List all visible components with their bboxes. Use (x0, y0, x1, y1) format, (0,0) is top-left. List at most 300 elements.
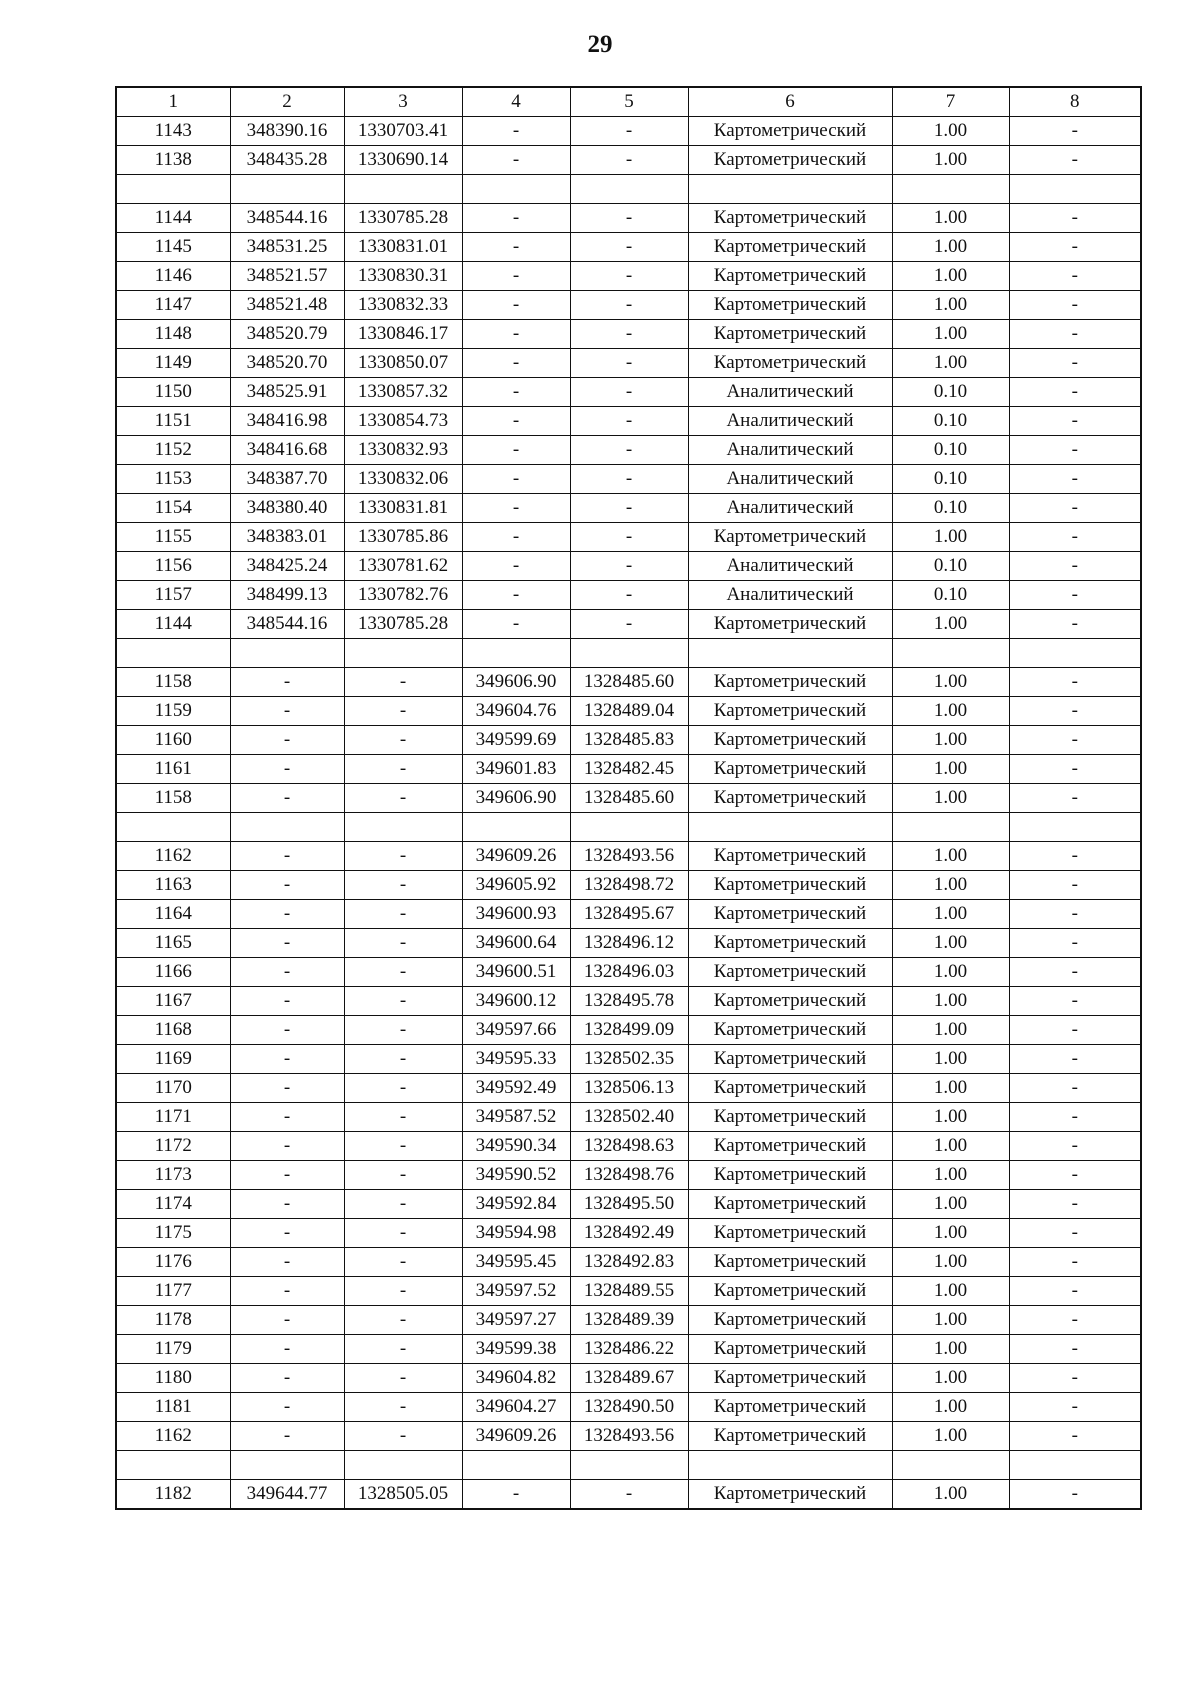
table-row (116, 1306, 1141, 1335)
cell-x-coord-1: 348544.16 (230, 610, 344, 639)
cell-accuracy: 1.00 (892, 726, 1009, 755)
table-row (116, 262, 1141, 291)
cell-note: - (1009, 610, 1141, 639)
cell-point-number: 1158 (116, 784, 230, 813)
cell-x-coord-2: - (462, 581, 570, 610)
cell-y-coord-2: 1328490.50 (570, 1393, 688, 1422)
cell-x-coord-1: - (230, 1190, 344, 1219)
cell-y-coord-1: - (344, 668, 462, 697)
cell-note: - (1009, 1277, 1141, 1306)
cell-method: Картометрический (688, 1422, 892, 1451)
cell-note: - (1009, 1103, 1141, 1132)
cell-x-coord-2: 349595.33 (462, 1045, 570, 1074)
cell-accuracy: 1.00 (892, 262, 1009, 291)
cell-note: - (1009, 1074, 1141, 1103)
table-row (116, 610, 1141, 639)
cell-point-number: 1164 (116, 900, 230, 929)
cell-note: - (1009, 204, 1141, 233)
cell-accuracy: 1.00 (892, 1393, 1009, 1422)
cell-x-coord-1: - (230, 1016, 344, 1045)
cell-note (1009, 813, 1141, 842)
cell-note: - (1009, 291, 1141, 320)
cell-y-coord-1: 1328505.05 (344, 1480, 462, 1510)
coordinates-table (115, 86, 1142, 1510)
cell-y-coord-2: 1328498.76 (570, 1161, 688, 1190)
table-row (116, 581, 1141, 610)
cell-note: - (1009, 1306, 1141, 1335)
cell-point-number: 1150 (116, 378, 230, 407)
cell-x-coord-1: 348383.01 (230, 523, 344, 552)
cell-point-number (116, 1451, 230, 1480)
cell-x-coord-1: 348520.70 (230, 349, 344, 378)
cell-method: Картометрический (688, 871, 892, 900)
cell-x-coord-2: - (462, 349, 570, 378)
cell-point-number: 1176 (116, 1248, 230, 1277)
cell-accuracy: 0.10 (892, 581, 1009, 610)
cell-method: Картометрический (688, 987, 892, 1016)
cell-x-coord-2: 349600.93 (462, 900, 570, 929)
cell-y-coord-2: 1328486.22 (570, 1335, 688, 1364)
table-header-row (116, 87, 1141, 117)
cell-accuracy: 0.10 (892, 494, 1009, 523)
cell-y-coord-1: 1330857.32 (344, 378, 462, 407)
cell-point-number: 1152 (116, 436, 230, 465)
cell-x-coord-2: - (462, 465, 570, 494)
cell-method: Картометрический (688, 1219, 892, 1248)
cell-note: - (1009, 1161, 1141, 1190)
cell-note: - (1009, 1422, 1141, 1451)
cell-accuracy (892, 639, 1009, 668)
cell-x-coord-1: - (230, 726, 344, 755)
cell-y-coord-1: 1330832.06 (344, 465, 462, 494)
cell-point-number: 1173 (116, 1161, 230, 1190)
cell-x-coord-1 (230, 639, 344, 668)
cell-accuracy: 1.00 (892, 1480, 1009, 1510)
cell-x-coord-1: 348521.48 (230, 291, 344, 320)
cell-point-number: 1158 (116, 668, 230, 697)
cell-point-number (116, 639, 230, 668)
cell-x-coord-2 (462, 813, 570, 842)
cell-y-coord-2 (570, 175, 688, 204)
cell-method (688, 1451, 892, 1480)
cell-method: Аналитический (688, 494, 892, 523)
cell-method: Картометрический (688, 1364, 892, 1393)
cell-x-coord-2: - (462, 233, 570, 262)
cell-method: Картометрический (688, 1161, 892, 1190)
cell-accuracy: 1.00 (892, 291, 1009, 320)
cell-point-number: 1165 (116, 929, 230, 958)
cell-x-coord-2: - (462, 320, 570, 349)
cell-x-coord-1: 348544.16 (230, 204, 344, 233)
table-row (116, 523, 1141, 552)
cell-point-number: 1145 (116, 233, 230, 262)
cell-x-coord-1: 348380.40 (230, 494, 344, 523)
cell-accuracy: 0.10 (892, 436, 1009, 465)
table-row (116, 1364, 1141, 1393)
cell-y-coord-1: - (344, 697, 462, 726)
cell-y-coord-2 (570, 1451, 688, 1480)
cell-y-coord-2: 1328498.72 (570, 871, 688, 900)
cell-y-coord-1 (344, 639, 462, 668)
cell-accuracy: 1.00 (892, 929, 1009, 958)
cell-note: - (1009, 465, 1141, 494)
table-body (116, 87, 1141, 1509)
cell-y-coord-1: - (344, 755, 462, 784)
cell-note: - (1009, 262, 1141, 291)
cell-accuracy: 1.00 (892, 697, 1009, 726)
cell-point-number: 1167 (116, 987, 230, 1016)
cell-y-coord-2: - (570, 407, 688, 436)
cell-y-coord-1: 1330782.76 (344, 581, 462, 610)
cell-y-coord-2 (570, 639, 688, 668)
cell-y-coord-1: - (344, 958, 462, 987)
cell-y-coord-2: 1328499.09 (570, 1016, 688, 1045)
table-row (116, 1480, 1141, 1510)
cell-x-coord-2: 349604.27 (462, 1393, 570, 1422)
page-number: 29 (587, 31, 613, 58)
cell-note (1009, 175, 1141, 204)
table-row (116, 1074, 1141, 1103)
column-header: 1 (116, 87, 230, 117)
cell-y-coord-1: - (344, 1364, 462, 1393)
cell-method: Картометрический (688, 233, 892, 262)
cell-y-coord-1: - (344, 1248, 462, 1277)
cell-x-coord-1: 348435.28 (230, 146, 344, 175)
cell-x-coord-1: - (230, 1132, 344, 1161)
cell-y-coord-2: 1328506.13 (570, 1074, 688, 1103)
table-row (116, 204, 1141, 233)
cell-x-coord-2: - (462, 552, 570, 581)
cell-point-number: 1160 (116, 726, 230, 755)
cell-y-coord-2: 1328502.35 (570, 1045, 688, 1074)
table-row (116, 1422, 1141, 1451)
cell-x-coord-2: 349590.52 (462, 1161, 570, 1190)
cell-x-coord-1: - (230, 1248, 344, 1277)
cell-x-coord-2: - (462, 407, 570, 436)
cell-y-coord-2: - (570, 117, 688, 146)
column-header: 5 (570, 87, 688, 117)
cell-point-number: 1179 (116, 1335, 230, 1364)
cell-y-coord-2: 1328492.83 (570, 1248, 688, 1277)
cell-y-coord-1: 1330831.81 (344, 494, 462, 523)
cell-y-coord-2: 1328498.63 (570, 1132, 688, 1161)
cell-x-coord-2: - (462, 1480, 570, 1510)
cell-method: Картометрический (688, 697, 892, 726)
cell-x-coord-1: - (230, 697, 344, 726)
cell-note: - (1009, 494, 1141, 523)
cell-x-coord-2: 349587.52 (462, 1103, 570, 1132)
cell-method: Аналитический (688, 378, 892, 407)
table-row (116, 697, 1141, 726)
cell-method: Картометрический (688, 1103, 892, 1132)
cell-method: Картометрический (688, 929, 892, 958)
table-row (116, 1103, 1141, 1132)
table-row (116, 1132, 1141, 1161)
cell-note: - (1009, 726, 1141, 755)
cell-x-coord-1: 348499.13 (230, 581, 344, 610)
cell-method: Картометрический (688, 1248, 892, 1277)
cell-point-number: 1172 (116, 1132, 230, 1161)
cell-y-coord-2: - (570, 465, 688, 494)
cell-y-coord-1: 1330690.14 (344, 146, 462, 175)
table-separator-row (116, 813, 1141, 842)
cell-x-coord-1: - (230, 755, 344, 784)
cell-y-coord-2: 1328489.04 (570, 697, 688, 726)
table-row (116, 726, 1141, 755)
table-row (116, 1277, 1141, 1306)
cell-x-coord-1: 348387.70 (230, 465, 344, 494)
cell-y-coord-2: - (570, 262, 688, 291)
cell-note: - (1009, 1219, 1141, 1248)
cell-method: Картометрический (688, 726, 892, 755)
cell-method: Аналитический (688, 552, 892, 581)
cell-y-coord-2: - (570, 494, 688, 523)
cell-point-number: 1171 (116, 1103, 230, 1132)
cell-x-coord-1: - (230, 1219, 344, 1248)
table-row (116, 668, 1141, 697)
cell-x-coord-1: - (230, 1161, 344, 1190)
cell-accuracy: 1.00 (892, 117, 1009, 146)
cell-x-coord-1: 348416.98 (230, 407, 344, 436)
cell-accuracy: 1.00 (892, 784, 1009, 813)
cell-x-coord-2: 349600.12 (462, 987, 570, 1016)
cell-note: - (1009, 755, 1141, 784)
cell-y-coord-2: 1328485.60 (570, 668, 688, 697)
cell-point-number: 1161 (116, 755, 230, 784)
cell-note: - (1009, 1045, 1141, 1074)
cell-x-coord-2: 349605.92 (462, 871, 570, 900)
cell-x-coord-1: - (230, 784, 344, 813)
cell-point-number: 1144 (116, 610, 230, 639)
column-header: 3 (344, 87, 462, 117)
cell-y-coord-1: 1330832.33 (344, 291, 462, 320)
cell-x-coord-2: - (462, 436, 570, 465)
cell-x-coord-2 (462, 1451, 570, 1480)
table-row (116, 871, 1141, 900)
cell-y-coord-2: - (570, 581, 688, 610)
cell-point-number: 1181 (116, 1393, 230, 1422)
cell-note: - (1009, 1335, 1141, 1364)
table-row (116, 1190, 1141, 1219)
cell-method: Аналитический (688, 436, 892, 465)
cell-x-coord-1: 348520.79 (230, 320, 344, 349)
cell-y-coord-2: - (570, 204, 688, 233)
cell-method: Картометрический (688, 117, 892, 146)
cell-x-coord-2 (462, 175, 570, 204)
cell-point-number: 1153 (116, 465, 230, 494)
cell-note: - (1009, 1480, 1141, 1510)
cell-accuracy: 0.10 (892, 465, 1009, 494)
cell-y-coord-2: 1328485.83 (570, 726, 688, 755)
cell-point-number: 1156 (116, 552, 230, 581)
cell-y-coord-1: - (344, 784, 462, 813)
cell-accuracy: 1.00 (892, 1045, 1009, 1074)
cell-accuracy: 1.00 (892, 1132, 1009, 1161)
table-row (116, 465, 1141, 494)
cell-method: Картометрический (688, 1132, 892, 1161)
cell-y-coord-2: - (570, 1480, 688, 1510)
cell-x-coord-2: 349600.51 (462, 958, 570, 987)
cell-accuracy: 0.10 (892, 552, 1009, 581)
cell-x-coord-2: 349597.52 (462, 1277, 570, 1306)
cell-point-number: 1169 (116, 1045, 230, 1074)
cell-x-coord-2: 349599.69 (462, 726, 570, 755)
cell-point-number: 1147 (116, 291, 230, 320)
cell-accuracy (892, 1451, 1009, 1480)
cell-y-coord-1: - (344, 871, 462, 900)
cell-y-coord-1: 1330781.62 (344, 552, 462, 581)
cell-y-coord-2: 1328496.03 (570, 958, 688, 987)
cell-x-coord-2: 349597.66 (462, 1016, 570, 1045)
cell-x-coord-1: 348525.91 (230, 378, 344, 407)
cell-note: - (1009, 349, 1141, 378)
cell-method: Аналитический (688, 465, 892, 494)
cell-point-number: 1178 (116, 1306, 230, 1335)
cell-x-coord-2: 349600.64 (462, 929, 570, 958)
cell-method: Картометрический (688, 262, 892, 291)
table-row (116, 552, 1141, 581)
cell-point-number: 1166 (116, 958, 230, 987)
cell-accuracy: 1.00 (892, 1364, 1009, 1393)
cell-y-coord-1: 1330830.31 (344, 262, 462, 291)
cell-note: - (1009, 378, 1141, 407)
cell-y-coord-2: 1328485.60 (570, 784, 688, 813)
cell-point-number: 1168 (116, 1016, 230, 1045)
cell-point-number: 1174 (116, 1190, 230, 1219)
cell-method: Картометрический (688, 320, 892, 349)
cell-point-number: 1162 (116, 1422, 230, 1451)
table-row (116, 494, 1141, 523)
cell-y-coord-1: - (344, 987, 462, 1016)
cell-x-coord-2 (462, 639, 570, 668)
cell-y-coord-1: 1330854.73 (344, 407, 462, 436)
cell-y-coord-2: 1328493.56 (570, 1422, 688, 1451)
table-row (116, 320, 1141, 349)
cell-accuracy: 1.00 (892, 958, 1009, 987)
table-separator-row (116, 639, 1141, 668)
cell-y-coord-1: - (344, 1103, 462, 1132)
cell-point-number: 1151 (116, 407, 230, 436)
cell-point-number: 1175 (116, 1219, 230, 1248)
cell-y-coord-2: - (570, 349, 688, 378)
cell-y-coord-2: 1328482.45 (570, 755, 688, 784)
cell-y-coord-1: - (344, 1422, 462, 1451)
table-row (116, 436, 1141, 465)
table-row (116, 755, 1141, 784)
cell-accuracy: 1.00 (892, 871, 1009, 900)
cell-point-number: 1163 (116, 871, 230, 900)
cell-x-coord-1: - (230, 1364, 344, 1393)
cell-method: Аналитический (688, 581, 892, 610)
cell-method: Картометрический (688, 523, 892, 552)
cell-point-number: 1162 (116, 842, 230, 871)
cell-x-coord-2: 349590.34 (462, 1132, 570, 1161)
cell-x-coord-2: 349609.26 (462, 842, 570, 871)
cell-note: - (1009, 929, 1141, 958)
cell-x-coord-1: - (230, 1045, 344, 1074)
cell-method: Картометрический (688, 958, 892, 987)
table-row (116, 291, 1141, 320)
cell-y-coord-2: 1328489.67 (570, 1364, 688, 1393)
cell-y-coord-1: - (344, 1393, 462, 1422)
table-row (116, 1393, 1141, 1422)
cell-x-coord-1: 348425.24 (230, 552, 344, 581)
cell-note (1009, 1451, 1141, 1480)
table-row (116, 1161, 1141, 1190)
cell-y-coord-1: - (344, 1161, 462, 1190)
cell-method: Картометрический (688, 1335, 892, 1364)
cell-x-coord-2: 349606.90 (462, 784, 570, 813)
cell-note: - (1009, 146, 1141, 175)
cell-y-coord-1: - (344, 1219, 462, 1248)
cell-point-number: 1159 (116, 697, 230, 726)
cell-note: - (1009, 523, 1141, 552)
cell-x-coord-2: - (462, 378, 570, 407)
cell-x-coord-1: - (230, 958, 344, 987)
cell-point-number: 1182 (116, 1480, 230, 1510)
cell-method (688, 639, 892, 668)
cell-accuracy: 1.00 (892, 1422, 1009, 1451)
cell-point-number: 1155 (116, 523, 230, 552)
cell-y-coord-2: - (570, 436, 688, 465)
cell-accuracy (892, 813, 1009, 842)
cell-accuracy: 1.00 (892, 1074, 1009, 1103)
cell-note: - (1009, 697, 1141, 726)
cell-method: Картометрический (688, 784, 892, 813)
cell-note: - (1009, 987, 1141, 1016)
cell-accuracy: 1.00 (892, 349, 1009, 378)
cell-x-coord-2: 349592.84 (462, 1190, 570, 1219)
cell-y-coord-2: - (570, 146, 688, 175)
cell-method: Картометрический (688, 1045, 892, 1074)
cell-method: Картометрический (688, 900, 892, 929)
cell-y-coord-2: - (570, 610, 688, 639)
cell-y-coord-1 (344, 1451, 462, 1480)
cell-x-coord-1: 348531.25 (230, 233, 344, 262)
cell-accuracy: 1.00 (892, 1103, 1009, 1132)
cell-note: - (1009, 233, 1141, 262)
cell-accuracy: 1.00 (892, 1335, 1009, 1364)
table-row (116, 146, 1141, 175)
cell-method: Картометрический (688, 1277, 892, 1306)
cell-accuracy: 1.00 (892, 610, 1009, 639)
cell-method (688, 813, 892, 842)
cell-method: Картометрический (688, 349, 892, 378)
cell-point-number: 1154 (116, 494, 230, 523)
cell-accuracy: 1.00 (892, 1016, 1009, 1045)
cell-y-coord-2: 1328496.12 (570, 929, 688, 958)
cell-y-coord-2: - (570, 291, 688, 320)
cell-method: Картометрический (688, 1393, 892, 1422)
cell-y-coord-1: - (344, 1045, 462, 1074)
cell-x-coord-1: - (230, 1277, 344, 1306)
cell-y-coord-2: 1328492.49 (570, 1219, 688, 1248)
cell-method: Картометрический (688, 842, 892, 871)
cell-x-coord-2: 349601.83 (462, 755, 570, 784)
cell-point-number: 1138 (116, 146, 230, 175)
cell-accuracy: 1.00 (892, 668, 1009, 697)
cell-x-coord-2: 349592.49 (462, 1074, 570, 1103)
cell-x-coord-1 (230, 813, 344, 842)
cell-y-coord-2: - (570, 552, 688, 581)
cell-accuracy: 1.00 (892, 1190, 1009, 1219)
cell-y-coord-2: - (570, 378, 688, 407)
cell-note: - (1009, 552, 1141, 581)
cell-y-coord-1: 1330785.28 (344, 610, 462, 639)
cell-x-coord-2: - (462, 117, 570, 146)
cell-point-number (116, 175, 230, 204)
cell-y-coord-2: - (570, 320, 688, 349)
